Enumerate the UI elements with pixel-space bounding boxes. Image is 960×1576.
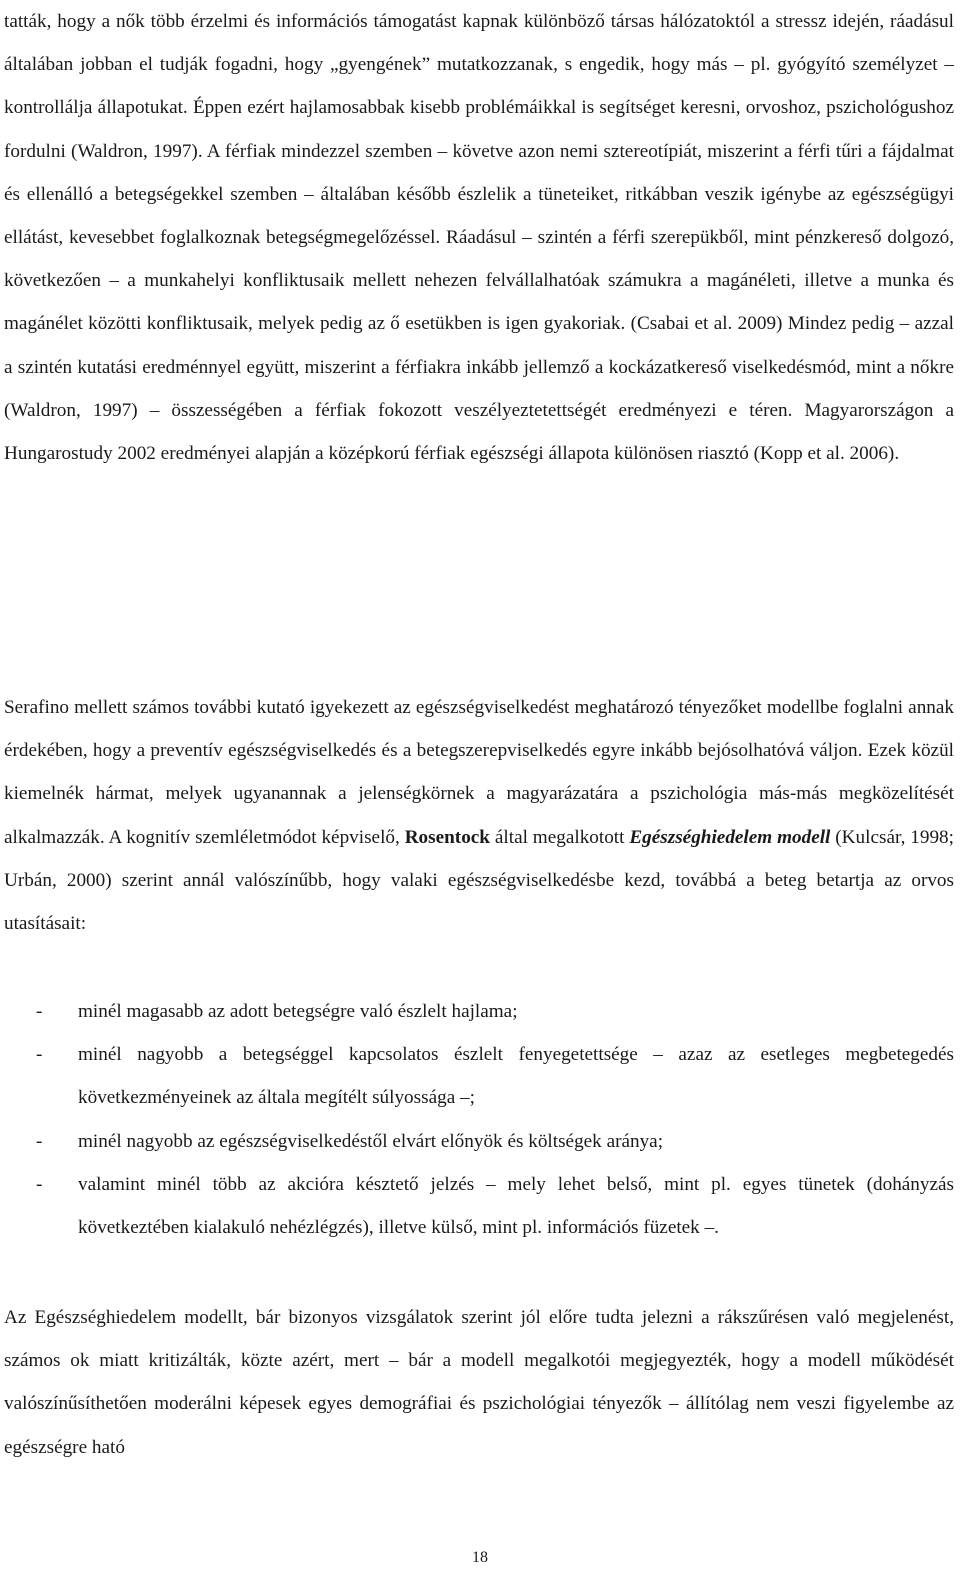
author-name-rosentock: Rosentock	[404, 826, 490, 848]
list-item	[4, 1163, 954, 1249]
model-name-text: Egészséghiedelem modell	[629, 826, 831, 848]
list-item-text: minél nagyobb az egészségviselkedéstől elvárt előnyök és költségek aránya;	[78, 1130, 664, 1152]
document-page	[4, 0, 956, 1576]
model-name-emphasis	[629, 827, 830, 848]
list-dash: -	[36, 1044, 43, 1066]
page-number: 18	[472, 1549, 488, 1566]
list-item	[4, 1033, 954, 1119]
paragraph-3: Az Egészséghiedelem modellt, bár bizonyos vizsgálatok szerint jól előre tudta jelezni a rákszűrésen való megjelenést, számos ok miatt kritizálták, közte azért, mert – bár a modell megalkotói megjegyezték, hogy a modell működését valószínűsíthetően moderálni képesek egyes demográfiai és pszichológiai tényezők – állítólag nem veszi figyelembe az egészségre ható	[4, 1307, 954, 1458]
paragraph-2	[4, 686, 954, 945]
list-item-text: minél magasabb az adott betegségre való észlelt hajlama;	[78, 1001, 518, 1022]
list-dash: -	[36, 1001, 43, 1022]
criteria-list	[4, 990, 954, 1249]
paragraph-2-text-3: (Kulcsár, 1998; Urbán, 2000) szerint annál valószínűbb, hogy valaki egészségviselkedésbe kezd, továbbá a beteg betartja az orvos utasításait:	[4, 826, 954, 935]
paragraph-1: tatták, hogy a nők több érzelmi és információs támogatást kapnak különböző társas hálózatoktól a stressz idején, ráadásul általában jobban el tudják fogadni, hogy „gyengének” mutatkozzanak, s engedik, hogy más – pl. gyógyító személyzet – kontrollálja állapotukat. Éppen ezért hajlamosabbak kisebb problémáikkal is segítséget keresni, orvoshoz, pszichológushoz fordulni (Waldron, 1997). A férfiak mindezzel szemben – követve azon nemi sztereotípiát, miszerint a férfi tűri a fájdalmat és ellenálló a betegségekkel szemben – általában később észlelik a tüneteiket, ritkábban veszik igénybe az egészségügyi ellátást, kevesebbet foglalkoznak betegségmegelőzéssel. Ráadásul – szintén a férfi szerepükből, mint pénzkereső dolgozó, következően – a munkahelyi konfliktusaik mellett nehezen felvállalhatóak számukra a magánéleti, illetve a munka és magánélet közötti konfliktusaik, melyek pedig az ő esetükben is igen gyakoriak. (Csabai et al. 2009) Mindez pedig – azzal a szintén kutatási eredménnyel együtt, miszerint a férfiakra inkább jellemző a kockázatkereső viselkedésmód, mint a nőkre (Waldron, 1997) – összességében a férfiak fokozott veszélyeztetettségét eredményezi e téren. Magyarországon a Hungarostudy 2002 eredményei alapján a középkorú férfiak egészségi állapota különösen riasztó (Kopp et al. 2006).	[4, 11, 954, 465]
list-dash: -	[36, 1130, 43, 1152]
list-item-text: minél nagyobb a betegséggel kapcsolatos észlelt fenyegetettsége – azaz az esetleges megbetegedés következményeinek az általa megítélt súlyossága –;	[78, 1044, 954, 1109]
list-item-text: valamint minél több az akcióra késztető jelzés – mely lehet belső, mint pl. egyes tünetek (dohányzás következtében kialakuló nehézlégzés), illetve külső, mint pl. információs füzetek –.	[78, 1173, 954, 1239]
list-item	[4, 1120, 954, 1163]
paragraph-2-text-2: által megalkotott	[489, 826, 630, 848]
paragraph-2-text-1: Serafino mellett számos további kutató igyekezett az egészségviselkedést meghatározó tényezőket modellbe foglalni annak érdekében, hogy a preventív egészségviselkedés és a betegszerepviselkedés egyre inkább bejósolhatóvá váljon. Ezek közül kiemelnék hármat, melyek ugyanannak a jelenségkörnek a magyarázatára a pszichológia más-más megközelítését alkalmazzák. A kognitív szemléletmódot képviselő,	[4, 697, 954, 848]
list-item	[4, 990, 954, 1033]
list-dash: -	[36, 1173, 43, 1195]
